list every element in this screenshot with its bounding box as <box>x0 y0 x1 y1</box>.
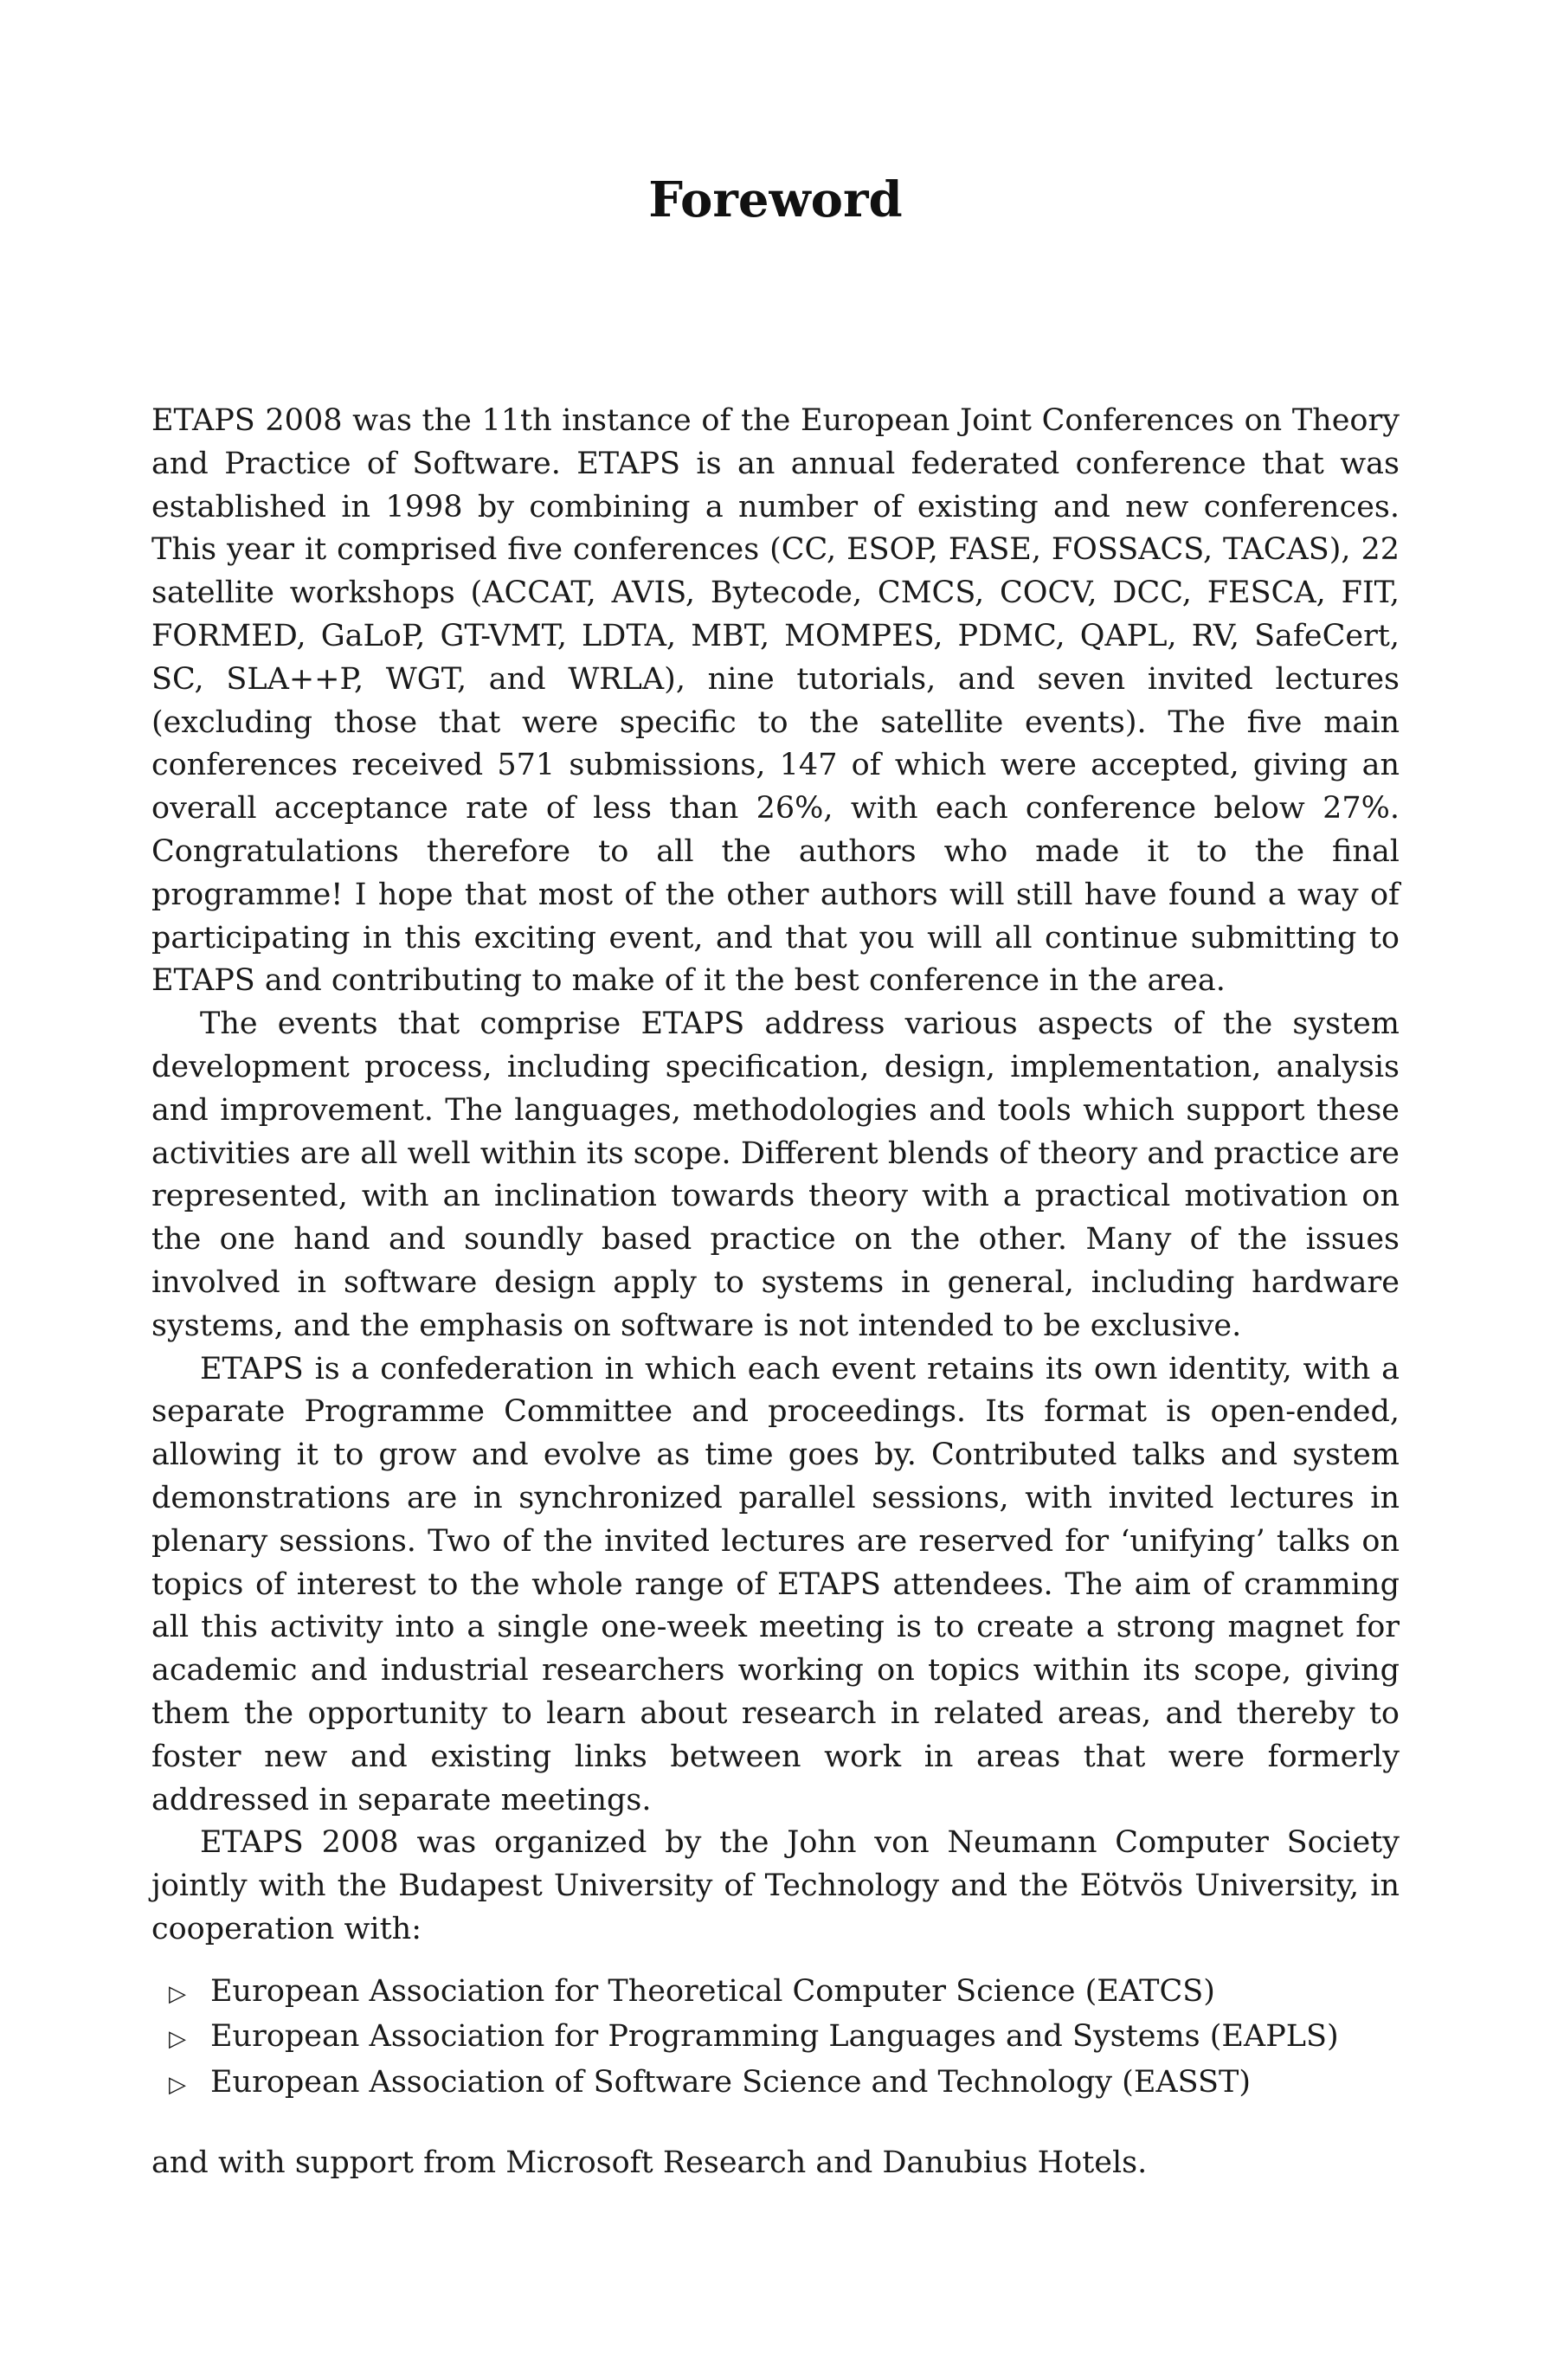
list-item <box>169 1971 1400 2017</box>
foreword-body <box>151 400 1400 2185</box>
paragraph-intro: ETAPS 2008 was the 11th instance of the European Joint Conferences on Theory and Practice of Software. ETAPS is an annual federated conference that was established in 1998 by combining a number of existing and new conferences. This year it comprised five conferences (CC, ESOP, FASE, FOSSACS, TACAS), 22 satellite workshops (ACCAT, AVIS, Bytecode, CMCS, COCV, DCC, FESCA, FIT, FORMED, GaLoP, GT-VMT, LDTA, MBT, MOMPES, PDMC, QAPL, RV, SafeCert, SC, SLA++P, WGT, and WRLA), nine tutorials, and seven invited lectures (excluding those that were specific to the satellite events). The five main conferences received 571 submissions, 147 of which were accepted, giving an overall acceptance rate of less than 26%, with each conference below 27%. Congratulations therefore to all the authors who made it to the final programme! I hope that most of the other authors will still have found a way of participating in this exciting event, and that you will all continue submitting to ETAPS and contributing to make of it the best conference in the area. <box>151 403 1400 999</box>
paragraph-scope: The events that comprise ETAPS address various aspects of the system development process, including specification, design, implementation, analysis and improvement. The languages, methodologies and tools which support these activities are all well within its scope. Different blends of theory and practice are represented, with an inclination towards theory with a practical motivation on the one hand and soundly based practice on the other. Many of the issues involved in software design apply to systems in general, including hardware systems, and the emphasis on software is not intended to be exclusive. <box>151 1007 1400 1343</box>
paragraph-organization: ETAPS 2008 was organized by the John von Neumann Computer Society jointly with the Budapest University of Technology and the Eötvös University, in cooperation with: <box>151 1825 1400 1946</box>
cooperation-list <box>151 1971 1400 2107</box>
page-title: Foreword <box>648 171 903 228</box>
triangle-bullet-icon: ▷ <box>169 1980 186 2007</box>
closing-line: and with support from Microsoft Research and Danubius Hotels. <box>151 2145 1148 2181</box>
organization-name: European Association for Programming Languages and Systems (EAPLS) <box>210 2019 1339 2055</box>
paragraph-format: ETAPS is a confederation in which each event retains its own identity, with a separate Programme Committee and proceedings. Its format is open-ended, allowing it to grow and evolve as time goes by. Contributed talks and system demonstrations are in synchronized parallel sessions, with invited lectures in plenary sessions. Two of the invited lectures are reserved for ‘unifying’ talks on topics of interest to the whole range of ETAPS attendees. The aim of cramming all this activity into a single one-week meeting is to create a strong magnet for academic and industrial researchers working on topics within its scope, giving them the opportunity to learn about research in related areas, and thereby to foster new and existing links between work in areas that were formerly addressed in separate meetings. <box>151 1351 1400 1817</box>
list-item <box>169 2016 1400 2062</box>
triangle-bullet-icon: ▷ <box>169 2072 186 2099</box>
organization-name: European Association for Theoretical Computer Science (EATCS) <box>210 1973 1215 2009</box>
list-item <box>169 2062 1400 2107</box>
triangle-bullet-icon: ▷ <box>169 2026 186 2053</box>
organization-name: European Association of Software Science and Technology (EASST) <box>210 2065 1251 2100</box>
